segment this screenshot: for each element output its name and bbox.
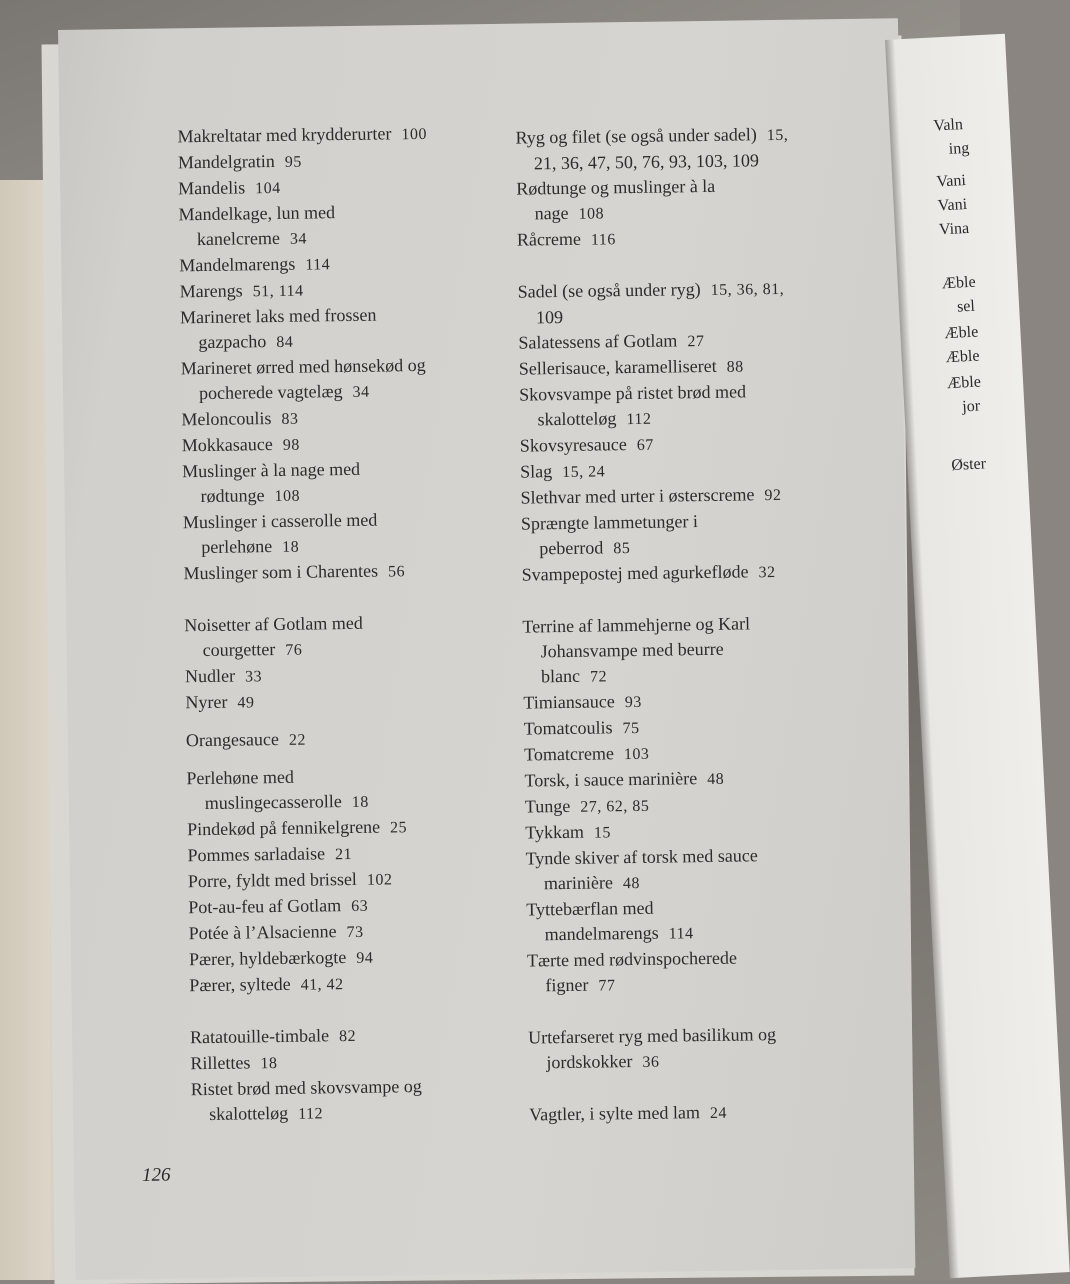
entry-term: Pot-au-feu af Gotlam 63 xyxy=(188,895,369,918)
entry-pages: 102 xyxy=(366,871,393,889)
entry-pages: 27, 62, 85 xyxy=(580,797,650,816)
index-entry xyxy=(519,378,860,434)
entry-pages: 22 xyxy=(288,731,307,749)
entry-pages: 48 xyxy=(707,770,725,789)
entry-term: Sadel (se også under ryg) 15, 36, 81, xyxy=(517,279,785,302)
entry-term: Slethvar med urter i østerscreme 92 xyxy=(520,484,782,508)
entry-pages: 116 xyxy=(590,231,616,249)
entry-continuation: skalotteløg 112 xyxy=(537,408,652,430)
facing-page-text: sel xyxy=(956,297,976,316)
entry-pages: 93 xyxy=(624,693,642,712)
entry-term: Makreltatar med krydderurter 100 xyxy=(177,123,428,147)
entry-term: Ristet brød med skovsvampe og xyxy=(190,1076,422,1100)
entry-term: Torsk, i sauce marinière 48 xyxy=(524,768,725,791)
entry-pages: 108 xyxy=(274,487,301,506)
facing-page-text: jor xyxy=(961,397,981,416)
facing-page-text: Vani xyxy=(936,171,967,191)
facing-page-text: Valn xyxy=(933,116,964,135)
index-entry xyxy=(521,507,862,563)
entry-continuation: perlehøne 18 xyxy=(201,536,300,558)
index-entry xyxy=(521,558,861,589)
index-page xyxy=(58,18,915,1280)
index-entry xyxy=(191,1073,532,1129)
index-entry xyxy=(526,893,867,949)
facing-page-text: Vani xyxy=(937,195,968,215)
entry-continuation: mandelmarengs 114 xyxy=(544,922,694,945)
entry-term: Nyrer 49 xyxy=(185,691,255,713)
entry-continuation: rødtunge 108 xyxy=(200,485,301,507)
entry-pages: 48 xyxy=(622,874,641,893)
index-column-left xyxy=(177,120,531,1129)
index-entry xyxy=(184,609,525,665)
entry-pages: 67 xyxy=(636,436,654,454)
entry-term: Mandelgratin 95 xyxy=(177,150,302,173)
entry-term: Urtefarseret ryg med basilikum og xyxy=(527,1024,777,1048)
entry-term: Ratatouille-timbale 82 xyxy=(189,1025,357,1048)
entry-term: Pommes sarladaise 21 xyxy=(187,843,353,866)
entry-term: Rødtunge og muslinger à la xyxy=(516,175,716,199)
entry-term: Timiansauce 93 xyxy=(523,691,642,713)
entry-continuation: Johansvampe med beurre xyxy=(540,638,724,662)
entry-pages: 18 xyxy=(282,538,300,556)
entry-pages: 83 xyxy=(281,410,299,428)
entry-pages: 112 xyxy=(298,1105,324,1123)
entry-pages: 84 xyxy=(276,333,294,351)
entry-term: Terrine af lammehjerne og Karl xyxy=(522,613,751,637)
entry-term: Tykkam 15 xyxy=(525,821,612,843)
entry-term: Skovsyresauce 67 xyxy=(519,434,654,456)
entry-pages: 76 xyxy=(285,641,303,659)
entry-term: Potée à l’Alsacienne 73 xyxy=(188,921,364,944)
entry-term: Tomatcoulis 75 xyxy=(523,717,640,739)
entry-term: Tynde skiver af torsk med sauce xyxy=(525,845,758,869)
index-entry xyxy=(518,275,859,331)
entry-pages: 112 xyxy=(626,410,652,429)
entry-pages: 114 xyxy=(305,256,331,274)
index-entry xyxy=(528,1021,869,1077)
entry-pages: 94 xyxy=(356,949,374,967)
entry-term: Mokkasauce 98 xyxy=(181,434,300,456)
entry-term: Svampepostej med agurkefløde 32 xyxy=(521,561,776,585)
facing-page-text: Øster xyxy=(950,455,987,475)
entry-term: Slag 15, 24 xyxy=(520,461,606,482)
entry-pages: 34 xyxy=(352,383,370,401)
entry-term: Tærte med rødvinspocherede xyxy=(526,947,738,971)
entry-continuation: pocherede vagtelæg 34 xyxy=(198,381,370,404)
entry-term: Skovsvampe på ristet brød med xyxy=(518,381,747,405)
entry-term: Nudler 33 xyxy=(184,665,263,687)
entry-term: Muslinger i casserolle med xyxy=(182,509,378,533)
entry-term: Porre, fyldt med brissel 102 xyxy=(187,868,393,892)
entry-term: Noisetter af Gotlam med xyxy=(184,612,363,636)
entry-continuation: 21, 36, 47, 50, 76, 93, 103, 109 xyxy=(533,150,760,174)
entry-pages: 75 xyxy=(622,719,640,738)
entry-pages: 32 xyxy=(758,564,776,582)
entry-continuation: kanelcreme 34 xyxy=(196,227,308,250)
entry-term: Perlehøne med xyxy=(186,766,295,789)
entry-term: Pindekød på fennikelgrene 25 xyxy=(187,816,408,840)
page-number: 126 xyxy=(141,1164,171,1186)
entry-pages: 51, 114 xyxy=(252,282,304,301)
entry-pages: 85 xyxy=(613,540,631,558)
entry-continuation: nage 108 xyxy=(534,202,605,224)
entry-pages: 15, xyxy=(766,126,789,145)
entry-pages: 18 xyxy=(351,793,369,811)
facing-page-text: ing xyxy=(948,139,970,158)
entry-continuation: jordskokker 36 xyxy=(546,1051,660,1073)
entry-term: Tunge 27, 62, 85 xyxy=(524,795,650,817)
index-column-right xyxy=(515,121,869,1129)
index-entry xyxy=(529,1098,869,1129)
entry-term: Mandelmarengs 114 xyxy=(179,253,331,276)
entry-pages: 73 xyxy=(346,923,364,942)
entry-pages: 49 xyxy=(237,694,255,712)
entry-pages: 103 xyxy=(623,745,650,764)
index-entry xyxy=(186,762,527,818)
index-entry xyxy=(186,724,526,755)
entry-pages: 41, 42 xyxy=(300,976,344,994)
entry-pages: 56 xyxy=(387,563,406,581)
entry-term: Salatessens af Gotlam 27 xyxy=(518,330,705,353)
entry-pages: 24 xyxy=(709,1104,728,1123)
entry-term: Orangesauce 22 xyxy=(185,728,307,751)
entry-continuation: marinière 48 xyxy=(543,872,641,894)
facing-page-text: Æble xyxy=(945,347,980,367)
index-entry xyxy=(178,198,519,254)
facing-page-text: Æble xyxy=(944,323,979,343)
entry-term: Sellerisauce, karamelliseret 88 xyxy=(518,355,744,379)
index-entry xyxy=(515,121,856,177)
entry-pages: 15, 24 xyxy=(562,463,606,482)
entry-pages: 34 xyxy=(289,230,308,248)
entry-term: Mandelkage, lun med xyxy=(178,202,336,225)
entry-term: Tomatcreme 103 xyxy=(524,743,650,765)
entry-pages: 15 xyxy=(593,824,612,842)
entry-term: Marineret ørred med hønsekød og xyxy=(180,354,426,379)
entry-continuation: courgetter 76 xyxy=(202,639,303,661)
entry-pages: 36 xyxy=(642,1053,660,1071)
facing-page-text: Æble xyxy=(946,373,982,393)
index-entry xyxy=(517,223,857,254)
entry-continuation: gazpacho 84 xyxy=(198,331,294,353)
entry-term: Muslinger à la nage med xyxy=(182,458,361,482)
entry-pages: 108 xyxy=(578,205,605,223)
index-entry xyxy=(189,969,529,1000)
entry-pages: 104 xyxy=(255,179,281,198)
entry-pages: 25 xyxy=(389,819,408,837)
entry-continuation: figner 77 xyxy=(545,974,616,996)
entry-term: Marengs 51, 114 xyxy=(179,280,304,302)
index-entry xyxy=(525,842,866,898)
index-entry xyxy=(180,301,521,357)
entry-term: Mandelis 104 xyxy=(178,177,281,199)
index-entry xyxy=(522,610,863,691)
entry-term: Råcreme 116 xyxy=(516,228,616,250)
entry-term: Marineret laks med frossen xyxy=(179,304,377,328)
entry-pages: 21 xyxy=(334,845,353,864)
index-entry xyxy=(183,506,524,562)
entry-term: Pærer, syltede 41, 42 xyxy=(189,973,344,996)
index-entry xyxy=(516,172,857,228)
index-entry xyxy=(181,352,522,408)
entry-continuation: 109 xyxy=(535,306,564,328)
entry-pages: 63 xyxy=(351,897,369,915)
entry-continuation: muslingecasserolle 18 xyxy=(204,791,369,814)
entry-pages: 98 xyxy=(282,436,300,454)
entry-term: Meloncoulis 83 xyxy=(181,408,299,430)
index-entry xyxy=(527,944,868,1000)
entry-pages: 95 xyxy=(284,153,302,171)
entry-term: Rillettes 18 xyxy=(190,1052,278,1074)
entry-pages: 72 xyxy=(589,668,608,686)
entry-pages: 18 xyxy=(260,1055,278,1073)
entry-pages: 82 xyxy=(338,1027,357,1046)
entry-term: Tyttebærflan med xyxy=(526,897,654,920)
entry-continuation: blanc 72 xyxy=(540,665,608,687)
entry-pages: 92 xyxy=(764,486,782,505)
entry-term: Muslinger som i Charentes 56 xyxy=(183,560,406,584)
entry-term: Vagtler, i sylte med lam 24 xyxy=(529,1102,728,1125)
entry-pages: 100 xyxy=(401,125,428,144)
index-entry xyxy=(182,455,523,511)
index-entry xyxy=(185,686,525,717)
facing-page-text: Vina xyxy=(938,219,970,239)
entry-term: Ryg og filet (se også under sadel) 15, xyxy=(515,124,789,148)
entry-pages: 33 xyxy=(244,668,263,686)
entry-pages: 114 xyxy=(668,925,694,943)
entry-term: Pærer, hyldebærkogte 94 xyxy=(188,947,374,970)
entry-continuation: skalotteløg 112 xyxy=(209,1102,324,1124)
entry-pages: 88 xyxy=(726,358,744,376)
entry-continuation: peberrod 85 xyxy=(539,537,631,559)
entry-pages: 27 xyxy=(687,333,705,351)
index-entry xyxy=(183,557,523,588)
facing-page-text: Æble xyxy=(941,273,977,293)
entry-term: Sprængte lammetunger i xyxy=(520,511,699,534)
entry-pages: 15, 36, 81, xyxy=(710,280,785,299)
entry-pages: 77 xyxy=(598,977,616,995)
